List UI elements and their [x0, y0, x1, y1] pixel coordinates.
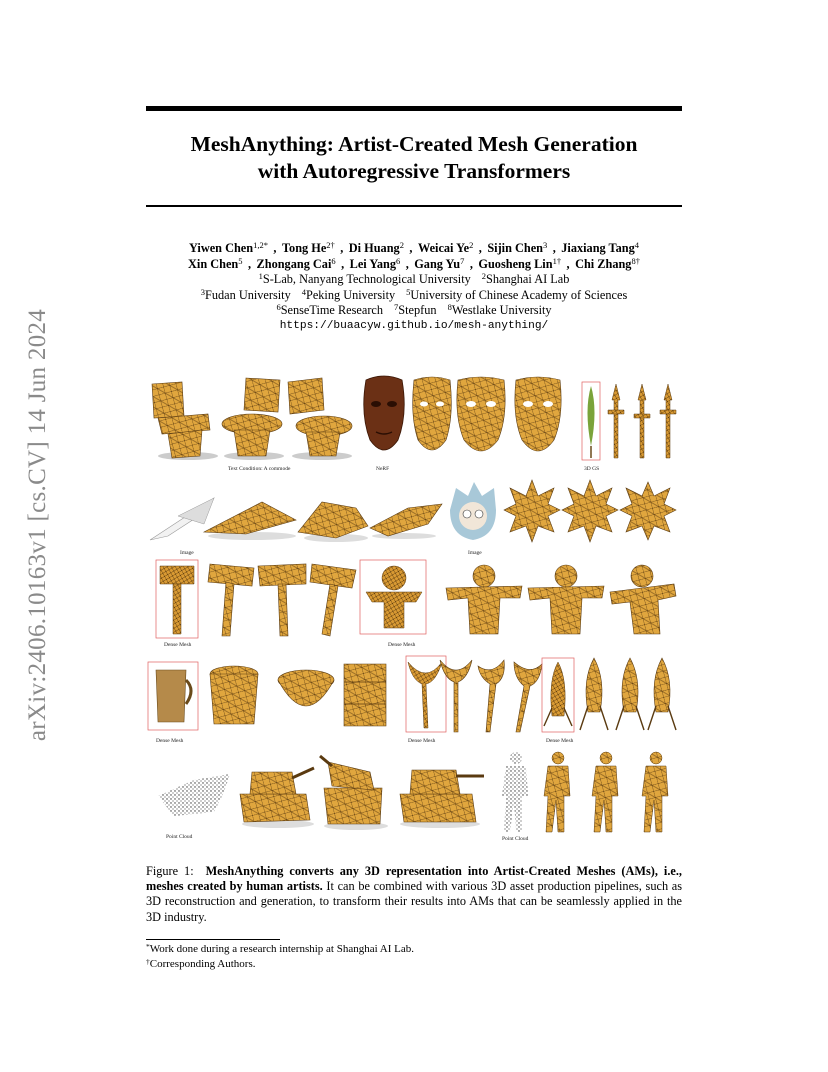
cup-mesh-3 — [340, 660, 392, 732]
author-name: Jiaxiang Tang — [561, 241, 635, 255]
author-affiliation-mark: 6 — [331, 255, 336, 266]
mask-mesh-1 — [408, 376, 456, 462]
head-input-image — [446, 480, 500, 546]
author-affiliation-mark: 4 — [634, 240, 639, 250]
footnote-2 — [146, 957, 682, 972]
title-rule-bottom — [146, 205, 682, 207]
ship-mesh-2 — [296, 496, 370, 544]
affiliation-number: 1 — [258, 271, 263, 282]
project-url[interactable]: https://buaacyw.github.io/mesh-anything/ — [279, 319, 549, 332]
person-mesh-3 — [636, 750, 676, 836]
affiliations-row-3 — [146, 303, 682, 319]
author-name: Yiwen Chen — [188, 241, 254, 255]
footnote-2-mark: † — [146, 957, 150, 966]
author-name: Chi Zhang — [575, 256, 632, 271]
3dgs-input-box — [580, 380, 606, 464]
author-affiliation-mark: 2 — [469, 240, 474, 250]
person-point-cloud — [498, 750, 534, 836]
affiliation-name: S-Lab, Nanyang Technological University — [262, 272, 471, 287]
figure-row-3 — [146, 556, 682, 652]
staff-mesh-1 — [436, 656, 476, 736]
author-affiliation-mark: 1,2 — [253, 240, 264, 250]
footnote-1-text: Work done during a research internship at Shanghai AI Lab. — [149, 943, 415, 955]
caption-body-text: It can be combined with various 3D asset production pipelines, such as 3D reconstruction and generation, to transform their results into AMs that can be seamlessly applied in the 3D industry. — [146, 879, 683, 924]
caption-dense-mesh-3: Dense Mesh — [156, 738, 184, 744]
spiky-mesh-3 — [618, 478, 678, 548]
caption-dense-mesh-5: Dense Mesh — [546, 738, 574, 744]
caption-label: Figure 1: — [146, 864, 194, 878]
authors-block — [146, 241, 682, 335]
cup-input-box — [146, 660, 202, 734]
hammer-mesh-3 — [308, 560, 360, 640]
author-affiliation-mark: 1† — [552, 255, 562, 266]
affiliation-number: 3 — [200, 286, 205, 297]
figure-mesh-1 — [444, 562, 524, 638]
rocket-mesh-1 — [578, 656, 612, 736]
figure-mesh-2 — [526, 562, 606, 638]
figure-row-5 — [146, 748, 682, 844]
affiliation-name: SenseTime Research — [280, 303, 384, 318]
affiliation-name: University of Chinese Academy of Sciences — [410, 287, 628, 302]
author-affiliation-mark: 6 — [395, 255, 401, 266]
caption-image-2: Image — [468, 550, 482, 556]
commode-mesh-2 — [218, 376, 284, 460]
affiliation-number: 2 — [481, 271, 487, 282]
author-name: Tong He — [281, 241, 327, 255]
nerf-mask — [358, 374, 410, 462]
affiliations-row-1 — [146, 272, 682, 288]
affiliation-name: Stepfun — [398, 303, 437, 318]
spiky-mesh-2 — [560, 478, 620, 546]
author-footnote-mark: * — [263, 240, 268, 250]
author-name: Gang Yu — [414, 256, 461, 271]
cup-mesh-2 — [274, 666, 338, 732]
ship-mesh-1 — [202, 498, 298, 542]
title-rule-top — [146, 106, 682, 111]
person-mesh-2 — [586, 750, 626, 836]
caption-nerf: NeRF — [376, 466, 390, 472]
rocket-mesh-2 — [612, 656, 648, 736]
cup-mesh-1 — [204, 662, 266, 732]
affiliation-number: 4 — [301, 286, 306, 297]
commode-input-mesh — [148, 378, 218, 460]
caption-bold-text: MeshAnything converts any 3D representation into Artist-Created Meshes (AMs), i.e., meshes created by human artists. — [146, 864, 683, 894]
mask-mesh-2 — [452, 376, 510, 462]
figure-row-1 — [146, 374, 682, 474]
author-affiliation-mark: 5 — [238, 255, 243, 266]
footnote-2-text: Corresponding Authors. — [149, 958, 256, 970]
author-affiliation-mark: 8† — [631, 255, 640, 266]
affiliations-row-2 — [146, 288, 682, 304]
mask-mesh-3 — [510, 376, 566, 462]
authors-row-2: Xin Chen$^5$ , Zhongang Cai$^6$ , Lei Yang$^6$ , Gang Yu$^7$ , Guosheng Lin$^{1\dagger}$ , Chi Zhang$^{8\dagger}$ — [188, 255, 640, 271]
author-affiliation-mark: 7 — [460, 255, 465, 266]
author-affiliation-mark: 2 — [399, 240, 404, 250]
hammer-mesh-1 — [206, 560, 258, 640]
authors-row-1: Yiwen Chen$^{1,2*}$ , Tong $He^{2\dagger}$ , Di Huang$^2$ , Weicai Ye$^2$ , Sijin Chen$^3$ , Jiaxiang Tang$^4$ — [188, 240, 639, 255]
caption-text-condition: Text Condition: A commode — [228, 466, 291, 472]
tank-mesh-3 — [396, 754, 486, 830]
affiliation-number: 6 — [276, 302, 281, 313]
author-name: Guosheng Lin — [478, 256, 553, 271]
rocket-mesh-3 — [646, 656, 680, 736]
spiky-mesh-1 — [502, 478, 562, 546]
person-mesh-1 — [538, 750, 578, 836]
figure-caption — [146, 864, 682, 925]
footnote-rule — [146, 939, 280, 940]
figure-row-2 — [146, 476, 682, 556]
hammer-mesh-2 — [256, 560, 310, 640]
caption-3dgs: 3D GS — [584, 466, 600, 472]
author-name: Xin Chen — [188, 256, 239, 271]
arxiv-stamp — [20, 290, 56, 760]
hammer-input-box — [154, 558, 202, 642]
paper-title — [146, 131, 682, 185]
affiliation-number: 5 — [406, 286, 411, 297]
affiliation-name: Shanghai AI Lab — [486, 272, 570, 287]
caption-dense-mesh-2: Dense Mesh — [388, 642, 416, 648]
footnote-1 — [146, 942, 682, 957]
footnotes — [146, 942, 682, 972]
affiliation-number: 7 — [394, 302, 399, 313]
figure-input-box — [358, 558, 430, 638]
ship-mesh-3 — [368, 502, 444, 542]
author-name: Lei Yang — [349, 256, 396, 271]
author-name: Di Huang — [348, 241, 400, 255]
spear-meshes — [606, 380, 682, 464]
affiliation-name: Peking University — [305, 287, 396, 302]
arxiv-id: arXiv:2406.10163v1 [cs.CV] 14 Jun 2024 — [24, 308, 52, 742]
commode-mesh-3 — [284, 376, 354, 460]
footnote-1-mark: * — [146, 942, 150, 951]
tank-point-cloud — [154, 766, 234, 822]
caption-point-cloud-2: Point Cloud — [502, 836, 529, 842]
title-line-1: MeshAnything: Artist-Created Mesh Generation — [190, 132, 638, 156]
author-affiliation-mark: 3 — [543, 240, 548, 250]
affiliation-name: Fudan University — [205, 287, 291, 302]
author-affiliation-mark: 2† — [326, 240, 335, 250]
caption-dense-mesh-1: Dense Mesh — [164, 642, 192, 648]
title-line-2: with Autoregressive Transformers — [257, 159, 571, 183]
author-name: Weicai Ye — [417, 241, 470, 255]
caption-point-cloud-1: Point Cloud — [166, 834, 193, 840]
affiliation-name: Westlake University — [451, 303, 552, 318]
caption-image-1: Image — [180, 550, 194, 556]
author-name: Sijin Chen — [487, 241, 544, 255]
tank-mesh-2 — [318, 752, 392, 832]
staff-mesh-2 — [474, 656, 512, 736]
figure-1 — [146, 374, 682, 844]
rocket-input-box — [540, 656, 576, 736]
figure-row-4 — [146, 654, 682, 748]
affiliation-number: 8 — [447, 302, 452, 313]
author-name: Zhongang Cai — [256, 256, 332, 271]
tank-mesh-1 — [236, 754, 316, 830]
caption-dense-mesh-4: Dense Mesh — [408, 738, 436, 744]
figure-mesh-3 — [608, 562, 680, 638]
